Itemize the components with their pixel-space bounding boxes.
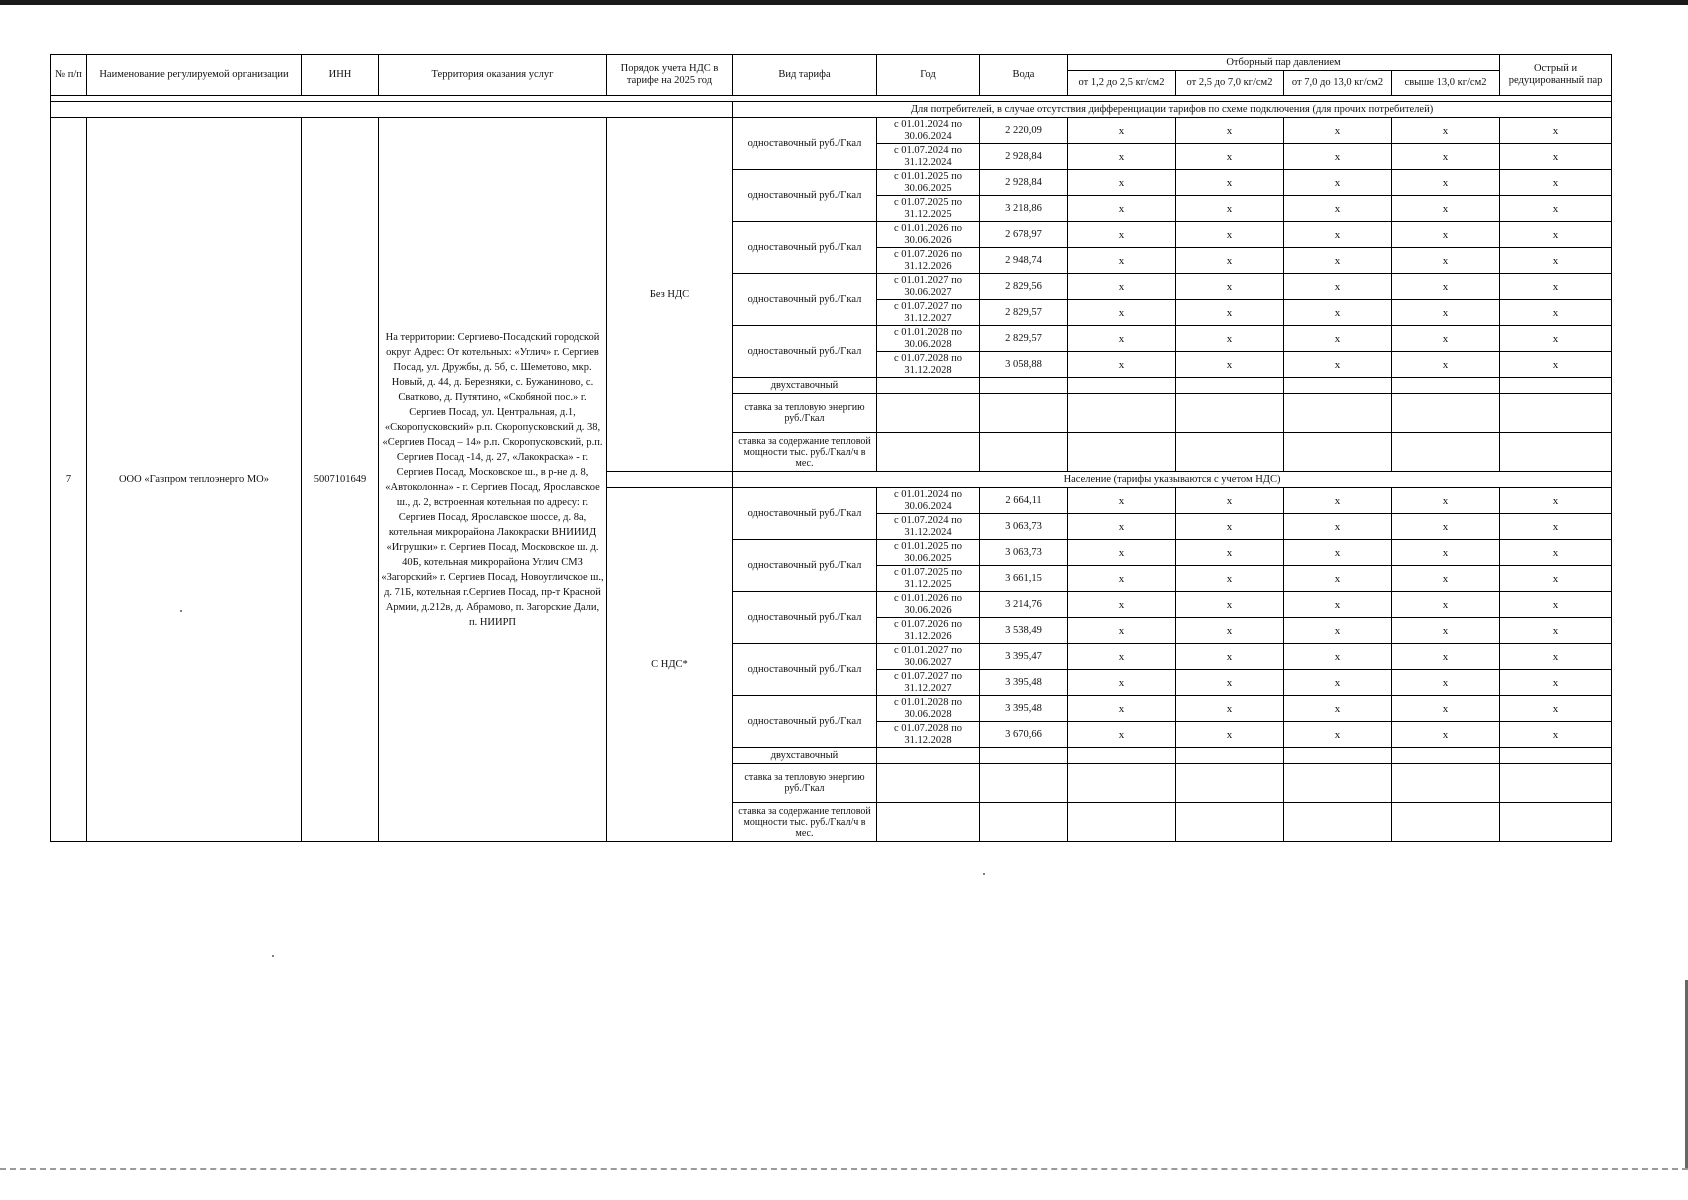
- tariff-type-single: одноставочный руб./Гкал: [733, 170, 877, 222]
- empty-cell: [877, 764, 980, 803]
- x-mark: x: [1176, 488, 1284, 514]
- empty-cell: [1068, 378, 1176, 394]
- x-mark: x: [1284, 118, 1392, 144]
- x-mark: x: [1068, 618, 1176, 644]
- period-cell: с 01.07.2024 по 31.12.2024: [877, 144, 980, 170]
- x-mark: x: [1068, 326, 1176, 352]
- x-mark: x: [1176, 144, 1284, 170]
- x-mark: x: [1284, 170, 1392, 196]
- x-mark: x: [1284, 196, 1392, 222]
- water-value: 2 928,84: [980, 144, 1068, 170]
- x-mark: x: [1392, 352, 1500, 378]
- water-value: 3 395,47: [980, 644, 1068, 670]
- period-cell: с 01.01.2025 по 30.06.2025: [877, 540, 980, 566]
- x-mark: x: [1284, 144, 1392, 170]
- x-mark: x: [1176, 248, 1284, 274]
- x-mark: x: [1284, 248, 1392, 274]
- period-cell: с 01.07.2026 по 31.12.2026: [877, 618, 980, 644]
- empty-cell: [1500, 748, 1612, 764]
- tariff-type-single: одноставочный руб./Гкал: [733, 222, 877, 274]
- empty-cell: [980, 764, 1068, 803]
- empty-cell: [1284, 433, 1392, 472]
- period-cell: с 01.01.2026 по 30.06.2026: [877, 592, 980, 618]
- tariff-type-single: одноставочный руб./Гкал: [733, 644, 877, 696]
- scan-bottom-edge: [0, 1168, 1688, 1170]
- x-mark: x: [1068, 514, 1176, 540]
- period-cell: с 01.07.2025 по 31.12.2025: [877, 196, 980, 222]
- x-mark: x: [1500, 352, 1612, 378]
- x-mark: x: [1392, 300, 1500, 326]
- empty-cell: [980, 803, 1068, 842]
- period-cell: с 01.07.2024 по 31.12.2024: [877, 514, 980, 540]
- empty-cell: [1500, 394, 1612, 433]
- table-row: [51, 118, 1612, 144]
- water-value: 3 214,76: [980, 592, 1068, 618]
- header-org: Наименование регулируемой организации: [87, 55, 302, 96]
- header-territory: Территория оказания услуг: [379, 55, 607, 96]
- tariff-type-single: одноставочный руб./Гкал: [733, 326, 877, 378]
- x-mark: x: [1392, 540, 1500, 566]
- x-mark: x: [1284, 326, 1392, 352]
- x-mark: x: [1068, 274, 1176, 300]
- water-value: 2 829,57: [980, 300, 1068, 326]
- x-mark: x: [1500, 144, 1612, 170]
- water-value: 3 670,66: [980, 722, 1068, 748]
- water-value: 2 928,84: [980, 170, 1068, 196]
- x-mark: x: [1500, 170, 1612, 196]
- x-mark: x: [1500, 274, 1612, 300]
- entry-num: 7: [51, 118, 87, 842]
- tariff-type-single: одноставочный руб./Гкал: [733, 488, 877, 540]
- tariff-type-two-rate: двухставочный: [733, 378, 877, 394]
- header-inn: ИНН: [302, 55, 379, 96]
- period-cell: с 01.01.2026 по 30.06.2026: [877, 222, 980, 248]
- header-steam-group: Отборный пар давлением: [1068, 55, 1500, 71]
- x-mark: x: [1500, 722, 1612, 748]
- water-value: 2 664,11: [980, 488, 1068, 514]
- x-mark: x: [1284, 274, 1392, 300]
- x-mark: x: [1392, 274, 1500, 300]
- empty-cell: [1284, 803, 1392, 842]
- empty-cell: [1392, 764, 1500, 803]
- x-mark: x: [1500, 222, 1612, 248]
- x-mark: x: [1068, 566, 1176, 592]
- x-mark: x: [1392, 566, 1500, 592]
- empty-cell: [1176, 394, 1284, 433]
- x-mark: x: [1068, 644, 1176, 670]
- period-cell: с 01.01.2024 по 30.06.2024: [877, 488, 980, 514]
- vat-mode: Без НДС: [607, 118, 733, 472]
- period-cell: с 01.07.2027 по 31.12.2027: [877, 670, 980, 696]
- entry-org: ООО «Газпром теплоэнерго МО»: [87, 118, 302, 842]
- x-mark: x: [1392, 144, 1500, 170]
- x-mark: x: [1284, 670, 1392, 696]
- empty-cell: [877, 748, 980, 764]
- x-mark: x: [1392, 118, 1500, 144]
- section-vat-gap: [607, 472, 733, 488]
- x-mark: x: [1176, 274, 1284, 300]
- empty-cell: [877, 394, 980, 433]
- x-mark: x: [1500, 540, 1612, 566]
- x-mark: x: [1176, 300, 1284, 326]
- x-mark: x: [1500, 592, 1612, 618]
- empty-cell: [1176, 378, 1284, 394]
- x-mark: x: [1392, 514, 1500, 540]
- empty-cell: [1176, 764, 1284, 803]
- x-mark: x: [1284, 566, 1392, 592]
- empty-cell: [980, 433, 1068, 472]
- section-title-row: [51, 102, 1612, 118]
- x-mark: x: [1392, 592, 1500, 618]
- x-mark: x: [1500, 300, 1612, 326]
- tariff-capacity-rate: ставка за содержание тепловой мощности тыс. руб./Гкал/ч в мес.: [733, 433, 877, 472]
- water-value: 2 829,57: [980, 326, 1068, 352]
- tariff-type-single: одноставочный руб./Гкал: [733, 540, 877, 592]
- x-mark: x: [1068, 222, 1176, 248]
- water-value: 3 063,73: [980, 540, 1068, 566]
- empty-cell: [1068, 433, 1176, 472]
- section-title: Население (тарифы указываются с учетом НДС): [733, 472, 1612, 488]
- x-mark: x: [1068, 352, 1176, 378]
- x-mark: x: [1068, 300, 1176, 326]
- empty-cell: [1500, 764, 1612, 803]
- tariff-type-single: одноставочный руб./Гкал: [733, 696, 877, 748]
- water-value: 3 063,73: [980, 514, 1068, 540]
- x-mark: x: [1176, 118, 1284, 144]
- empty-cell: [1068, 764, 1176, 803]
- scan-top-edge: [0, 0, 1688, 5]
- period-cell: с 01.07.2025 по 31.12.2025: [877, 566, 980, 592]
- period-cell: с 01.07.2026 по 31.12.2026: [877, 248, 980, 274]
- x-mark: x: [1176, 326, 1284, 352]
- x-mark: x: [1284, 618, 1392, 644]
- empty-cell: [980, 748, 1068, 764]
- x-mark: x: [1500, 196, 1612, 222]
- x-mark: x: [1176, 696, 1284, 722]
- x-mark: x: [1500, 118, 1612, 144]
- water-value: 3 395,48: [980, 670, 1068, 696]
- x-mark: x: [1500, 248, 1612, 274]
- x-mark: x: [1068, 118, 1176, 144]
- empty-cell: [980, 378, 1068, 394]
- empty-cell: [1176, 748, 1284, 764]
- section-title-left-blank: [51, 102, 733, 118]
- x-mark: x: [1068, 540, 1176, 566]
- period-cell: с 01.01.2028 по 30.06.2028: [877, 326, 980, 352]
- x-mark: x: [1500, 670, 1612, 696]
- tariff-table: [50, 54, 1612, 842]
- x-mark: x: [1392, 222, 1500, 248]
- entry-territory: На территории: Сергиево-Посадский городской округ Адрес: От котельных: «Углич» г. Сергиев Посад, ул. Дружбы, д. 5б, с. Шеметово, мкр. Новый, д. 44, д. Березняки, с. Бужаниново, с. Сватково, д. Путятино, «Скобяной пос.» г. Сергиев Посад, ул. Центральная, д.1, «Скоропусковский» р.п. Скоропусковский д. 38, «Сергиев Посад – 14» р.п. Скоропусковский, р.п. Сергиев Посад -14, д. 27, «Лакокраска» - г. Сергиев Посад, Московское ш., в р-не д. 8, «Автоколонна» - г. Сергиев Посад, Ярославское ш., д. 2, встроенная котельная по адресу: г. Сергиев Посад, Ярославское шоссе, д. 8а, котельная микрорайона Лакокраски ВНИИИД «Игрушки» г. Сергиев Посад, Московское ш. д. 40Б, котельная микрорайона Углич СМЗ «Загорский» г. Сергиев Посад, Новоугличское ш., д. 71Б, котельная г.Сергиев Посад, пр-т Красной Армии, д.212в, д. Абрамово, п. Загорские Дали, п. НИИРП: [379, 118, 607, 842]
- x-mark: x: [1284, 514, 1392, 540]
- water-value: 3 218,86: [980, 196, 1068, 222]
- period-cell: с 01.07.2027 по 31.12.2027: [877, 300, 980, 326]
- water-value: 2 829,56: [980, 274, 1068, 300]
- header-water: Вода: [980, 55, 1068, 96]
- empty-cell: [1068, 748, 1176, 764]
- period-cell: с 01.07.2028 по 31.12.2028: [877, 722, 980, 748]
- tariff-type-two-rate: двухставочный: [733, 748, 877, 764]
- x-mark: x: [1392, 722, 1500, 748]
- empty-cell: [1284, 764, 1392, 803]
- vat-mode: С НДС*: [607, 488, 733, 842]
- empty-cell: [1284, 394, 1392, 433]
- x-mark: x: [1500, 696, 1612, 722]
- empty-cell: [1284, 378, 1392, 394]
- x-mark: x: [1500, 488, 1612, 514]
- header-vat: Порядок учета НДС в тарифе на 2025 год: [607, 55, 733, 96]
- x-mark: x: [1392, 326, 1500, 352]
- header-steam-1: от 1,2 до 2,5 кг/см2: [1068, 71, 1176, 96]
- water-value: 3 538,49: [980, 618, 1068, 644]
- header-steam-2: от 2,5 до 7,0 кг/см2: [1176, 71, 1284, 96]
- x-mark: x: [1176, 352, 1284, 378]
- period-cell: с 01.01.2028 по 30.06.2028: [877, 696, 980, 722]
- x-mark: x: [1068, 144, 1176, 170]
- x-mark: x: [1500, 514, 1612, 540]
- x-mark: x: [1392, 248, 1500, 274]
- empty-cell: [1176, 803, 1284, 842]
- x-mark: x: [1068, 670, 1176, 696]
- empty-cell: [1500, 433, 1612, 472]
- water-value: 2 678,97: [980, 222, 1068, 248]
- x-mark: x: [1284, 592, 1392, 618]
- header-steam-3: от 7,0 до 13,0 кг/см2: [1284, 71, 1392, 96]
- water-value: 2 948,74: [980, 248, 1068, 274]
- tariff-energy-rate: ставка за тепловую энергию руб./Гкал: [733, 394, 877, 433]
- empty-cell: [1068, 803, 1176, 842]
- empty-cell: [1392, 803, 1500, 842]
- x-mark: x: [1392, 488, 1500, 514]
- x-mark: x: [1068, 696, 1176, 722]
- tariff-type-single: одноставочный руб./Гкал: [733, 118, 877, 170]
- x-mark: x: [1176, 540, 1284, 566]
- x-mark: x: [1284, 696, 1392, 722]
- x-mark: x: [1068, 592, 1176, 618]
- period-cell: с 01.01.2027 по 30.06.2027: [877, 644, 980, 670]
- scan-speck: [983, 873, 985, 875]
- x-mark: x: [1500, 326, 1612, 352]
- x-mark: x: [1176, 514, 1284, 540]
- empty-cell: [877, 378, 980, 394]
- water-value: 3 058,88: [980, 352, 1068, 378]
- x-mark: x: [1068, 196, 1176, 222]
- x-mark: x: [1392, 644, 1500, 670]
- x-mark: x: [1068, 488, 1176, 514]
- x-mark: x: [1176, 566, 1284, 592]
- x-mark: x: [1176, 644, 1284, 670]
- x-mark: x: [1176, 722, 1284, 748]
- x-mark: x: [1500, 618, 1612, 644]
- empty-cell: [1068, 394, 1176, 433]
- x-mark: x: [1284, 222, 1392, 248]
- x-mark: x: [1284, 644, 1392, 670]
- empty-cell: [1392, 433, 1500, 472]
- scan-speck: [272, 955, 274, 957]
- x-mark: x: [1392, 670, 1500, 696]
- x-mark: x: [1068, 248, 1176, 274]
- water-value: 3 661,15: [980, 566, 1068, 592]
- tariff-capacity-rate: ставка за содержание тепловой мощности тыс. руб./Гкал/ч в мес.: [733, 803, 877, 842]
- x-mark: x: [1068, 170, 1176, 196]
- x-mark: x: [1284, 352, 1392, 378]
- x-mark: x: [1176, 592, 1284, 618]
- empty-cell: [877, 433, 980, 472]
- header-sharp-steam: Острый и редуцированный пар: [1500, 55, 1612, 96]
- x-mark: x: [1500, 566, 1612, 592]
- period-cell: с 01.01.2024 по 30.06.2024: [877, 118, 980, 144]
- x-mark: x: [1392, 170, 1500, 196]
- x-mark: x: [1284, 722, 1392, 748]
- period-cell: с 01.01.2025 по 30.06.2025: [877, 170, 980, 196]
- x-mark: x: [1284, 300, 1392, 326]
- x-mark: x: [1392, 696, 1500, 722]
- tariff-energy-rate: ставка за тепловую энергию руб./Гкал: [733, 764, 877, 803]
- tariff-type-single: одноставочный руб./Гкал: [733, 592, 877, 644]
- x-mark: x: [1176, 222, 1284, 248]
- x-mark: x: [1176, 196, 1284, 222]
- header-steam-4: свыше 13,0 кг/см2: [1392, 71, 1500, 96]
- x-mark: x: [1284, 488, 1392, 514]
- x-mark: x: [1176, 670, 1284, 696]
- empty-cell: [1284, 748, 1392, 764]
- x-mark: x: [1392, 196, 1500, 222]
- entry-inn: 5007101649: [302, 118, 379, 842]
- header-tariff-type: Вид тарифа: [733, 55, 877, 96]
- period-cell: с 01.01.2027 по 30.06.2027: [877, 274, 980, 300]
- header-num: № п/п: [51, 55, 87, 96]
- x-mark: x: [1176, 170, 1284, 196]
- empty-cell: [1176, 433, 1284, 472]
- x-mark: x: [1068, 722, 1176, 748]
- empty-cell: [1500, 378, 1612, 394]
- empty-cell: [1392, 394, 1500, 433]
- x-mark: x: [1176, 618, 1284, 644]
- x-mark: x: [1392, 618, 1500, 644]
- water-value: 3 395,48: [980, 696, 1068, 722]
- empty-cell: [1392, 378, 1500, 394]
- empty-cell: [1392, 748, 1500, 764]
- empty-cell: [877, 803, 980, 842]
- empty-cell: [1500, 803, 1612, 842]
- section-title: Для потребителей, в случае отсутствия дифференциации тарифов по схеме подключения (для прочих потребителей): [733, 102, 1612, 118]
- water-value: 2 220,09: [980, 118, 1068, 144]
- x-mark: x: [1284, 540, 1392, 566]
- header-row: [51, 55, 1612, 71]
- period-cell: с 01.07.2028 по 31.12.2028: [877, 352, 980, 378]
- empty-cell: [980, 394, 1068, 433]
- header-year: Год: [877, 55, 980, 96]
- tariff-type-single: одноставочный руб./Гкал: [733, 274, 877, 326]
- x-mark: x: [1500, 644, 1612, 670]
